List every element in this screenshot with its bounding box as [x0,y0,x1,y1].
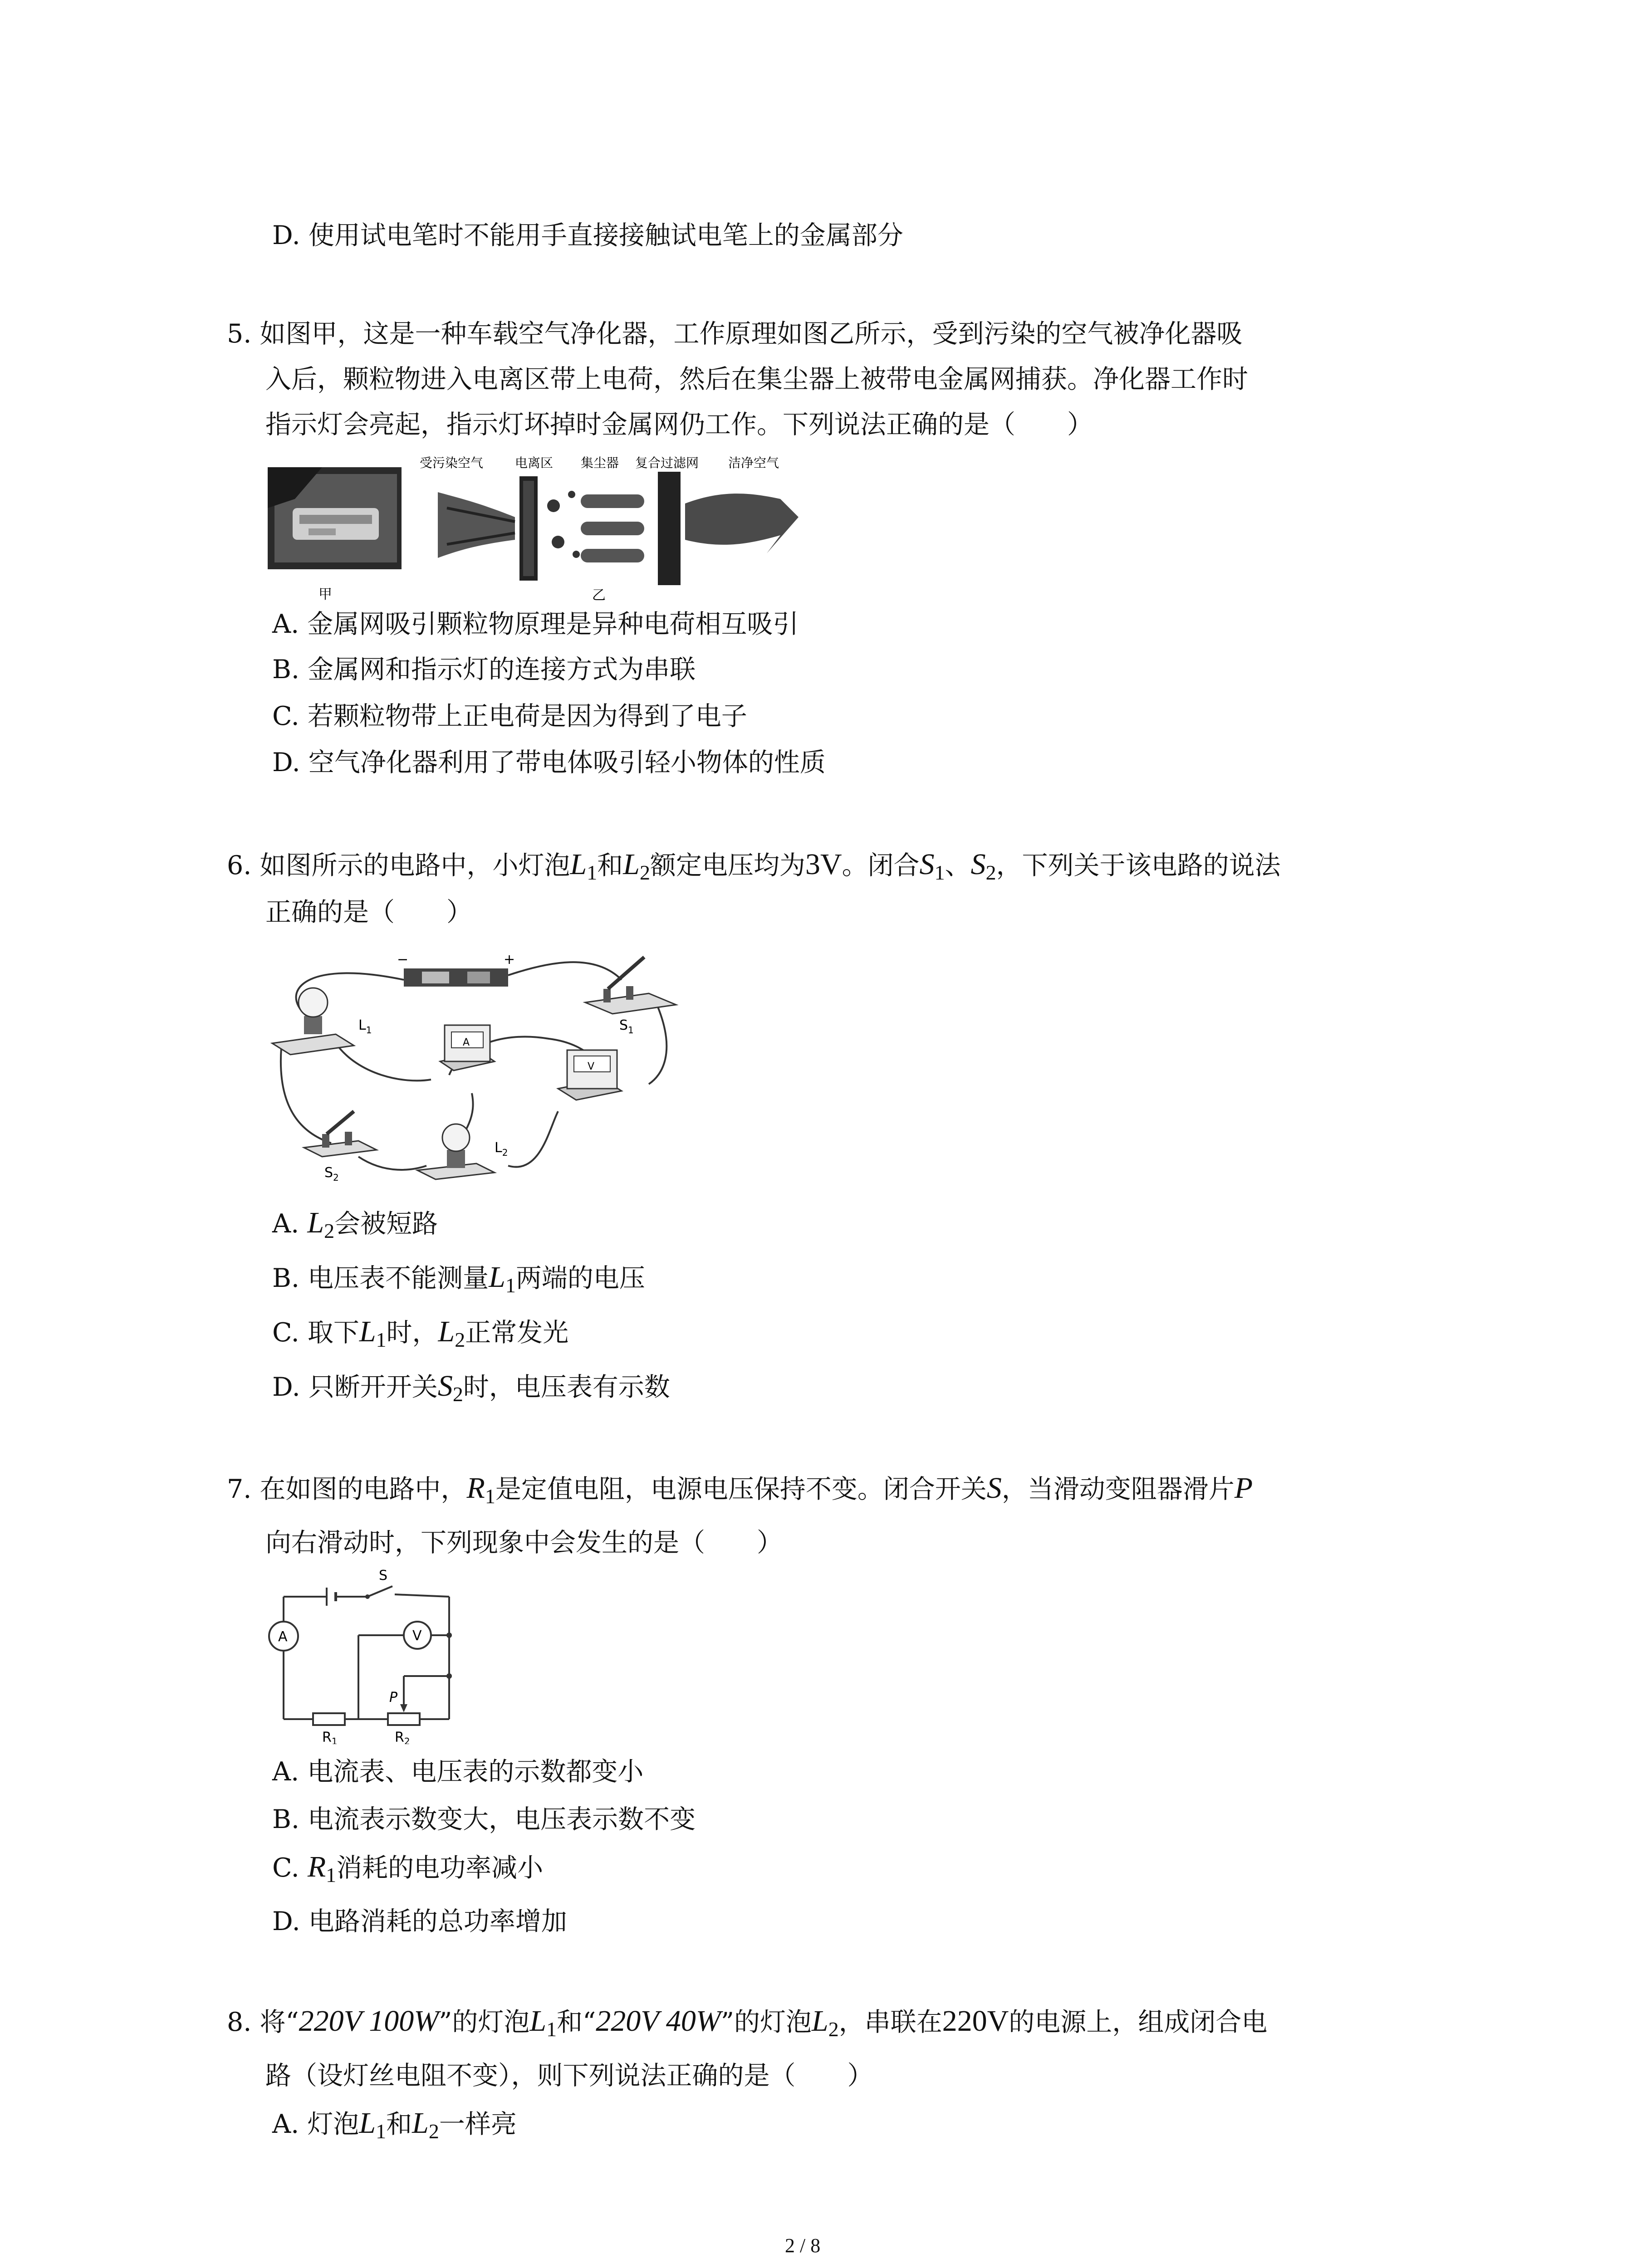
voltmeter-icon [404,1622,452,1679]
bulb-l1-icon [272,988,372,1055]
q7-option-b: B. 电流表示数变大，电压表示数不变 [272,1804,696,1834]
battery-plus: + [504,952,515,968]
q5-stem-line1: 5. 如图甲，这是一种车载空气净化器，工作原理如图乙所示，受到污染的空气被净化器吸 [227,319,1243,349]
svg-text:R1: $R_1$ [322,1730,338,1744]
q6-stem-line1: 6. 如图所示的电路中，小灯泡$L_1$和$L_2$额定电压均为3V。闭合$S_1$、$S_2$，下列关于该电路的说法 [227,848,1281,884]
q5-option-b: B. 金属网和指示灯的连接方式为串联 [272,655,696,684]
page-number: 2 / 8 [785,2234,821,2257]
label-composite-filter: 复合过滤网 [635,455,699,470]
q7-option-d: D. 电路消耗的总功率增加 [272,1906,567,1936]
voltmeter-icon [558,1050,622,1100]
battery-icon [397,952,515,987]
q6-option-a: A. $L_2$会被短路 [272,1206,438,1242]
resistor-r1-icon [313,1713,345,1744]
switch-s1-icon [585,957,676,1036]
battery-minus: − [397,952,409,968]
voltmeter-label: V [588,1061,595,1072]
q8-option-a: A. 灯泡$L_1$和$L_2$一样亮 [272,2107,517,2143]
slider-p-label: P [389,1690,398,1706]
battery-icon [327,1588,336,1606]
svg-text:L2: $L_2$ [495,1140,508,1158]
label-dust-collector: 集尘器 [581,455,619,470]
q6-stem-line2: 正确的是（ ） [265,897,472,927]
voltmeter-label: V [412,1628,422,1644]
q5-option-d: D. 空气净化器利用了带电体吸引轻小物体的性质 [272,748,826,777]
label-clean-air: 洁净空气 [728,455,779,470]
q5-stem-line3: 指示灯会亮起，指示灯坏掉时金属网仍工作。下列说法正确的是（ ） [265,410,1093,440]
q5-option-c: C. 若颗粒物带上正电荷是因为得到了电子 [272,701,747,731]
ammeter-icon [440,1025,495,1070]
q6-figure [268,939,690,1211]
q7-stem-line2: 向右滑动时，下列现象中会发生的是（ ） [265,1528,783,1558]
svg-text:L1: $L_1$ [358,1017,372,1036]
q6-option-c: C. 取下$L_1$时，$L_2$正常发光 [272,1315,569,1351]
ammeter-label: A [278,1629,288,1645]
switch-s2-icon [304,1111,377,1183]
q7-option-c: C. $R_1$消耗的电功率减小 [272,1850,544,1887]
ammeter-label: A [463,1037,470,1048]
bulb-l2-icon [417,1124,508,1179]
q6-option-d: D. 只断开开关$S_2$时，电压表有示数 [272,1369,670,1406]
q5-stem-line2: 入后，颗粒物进入电离区带上电荷，然后在集尘器上被带电金属网捕获。净化器工作时 [265,364,1248,394]
purifier-principle-diagram [438,472,798,585]
q5-figure [268,449,826,603]
switch-s-label: S [379,1568,388,1584]
svg-text:R2: $R_2$ [395,1730,410,1744]
car-purifier-photo [268,467,402,569]
svg-text:S2: $S_2$ [324,1165,339,1183]
ammeter-icon [269,1622,298,1651]
q7-stem-line1: 7. 在如图的电路中，$R_1$是定值电阻，电源电压保持不变。闭合开关S，当滑动变阻器滑片P [227,1471,1253,1508]
switch-s-icon [365,1568,392,1599]
q5-option-a: A. 金属网吸引颗粒物原理是异种电荷相互吸引 [272,609,799,639]
circuit-wires [284,1594,449,1719]
q6-option-b: B. 电压表不能测量$L_1$两端的电压 [272,1261,645,1297]
label-polluted-air: 受污染空气 [420,455,484,470]
q7-option-a: A. 电流表、电压表的示数都变小 [272,1757,644,1787]
q8-stem-line2: 路（设灯丝电阻不变），则下列说法正确的是（ ） [265,2061,873,2091]
q8-stem-line1: 8. 将“220V 100W”的灯泡$L_1$和“220V 40W”的灯泡$L_2$，串联在220V的电源上，组成闭合电 [227,2004,1268,2041]
q7-figure [263,1567,467,1744]
label-ionization-zone: 电离区 [515,455,554,470]
caption-left: 甲 [318,587,332,602]
caption-right: 乙 [592,587,606,603]
svg-text:S1: $S_1$ [619,1017,634,1036]
q4-option-d: D. 使用试电笔时不能用手直接接触试电笔上的金属部分 [272,220,903,250]
